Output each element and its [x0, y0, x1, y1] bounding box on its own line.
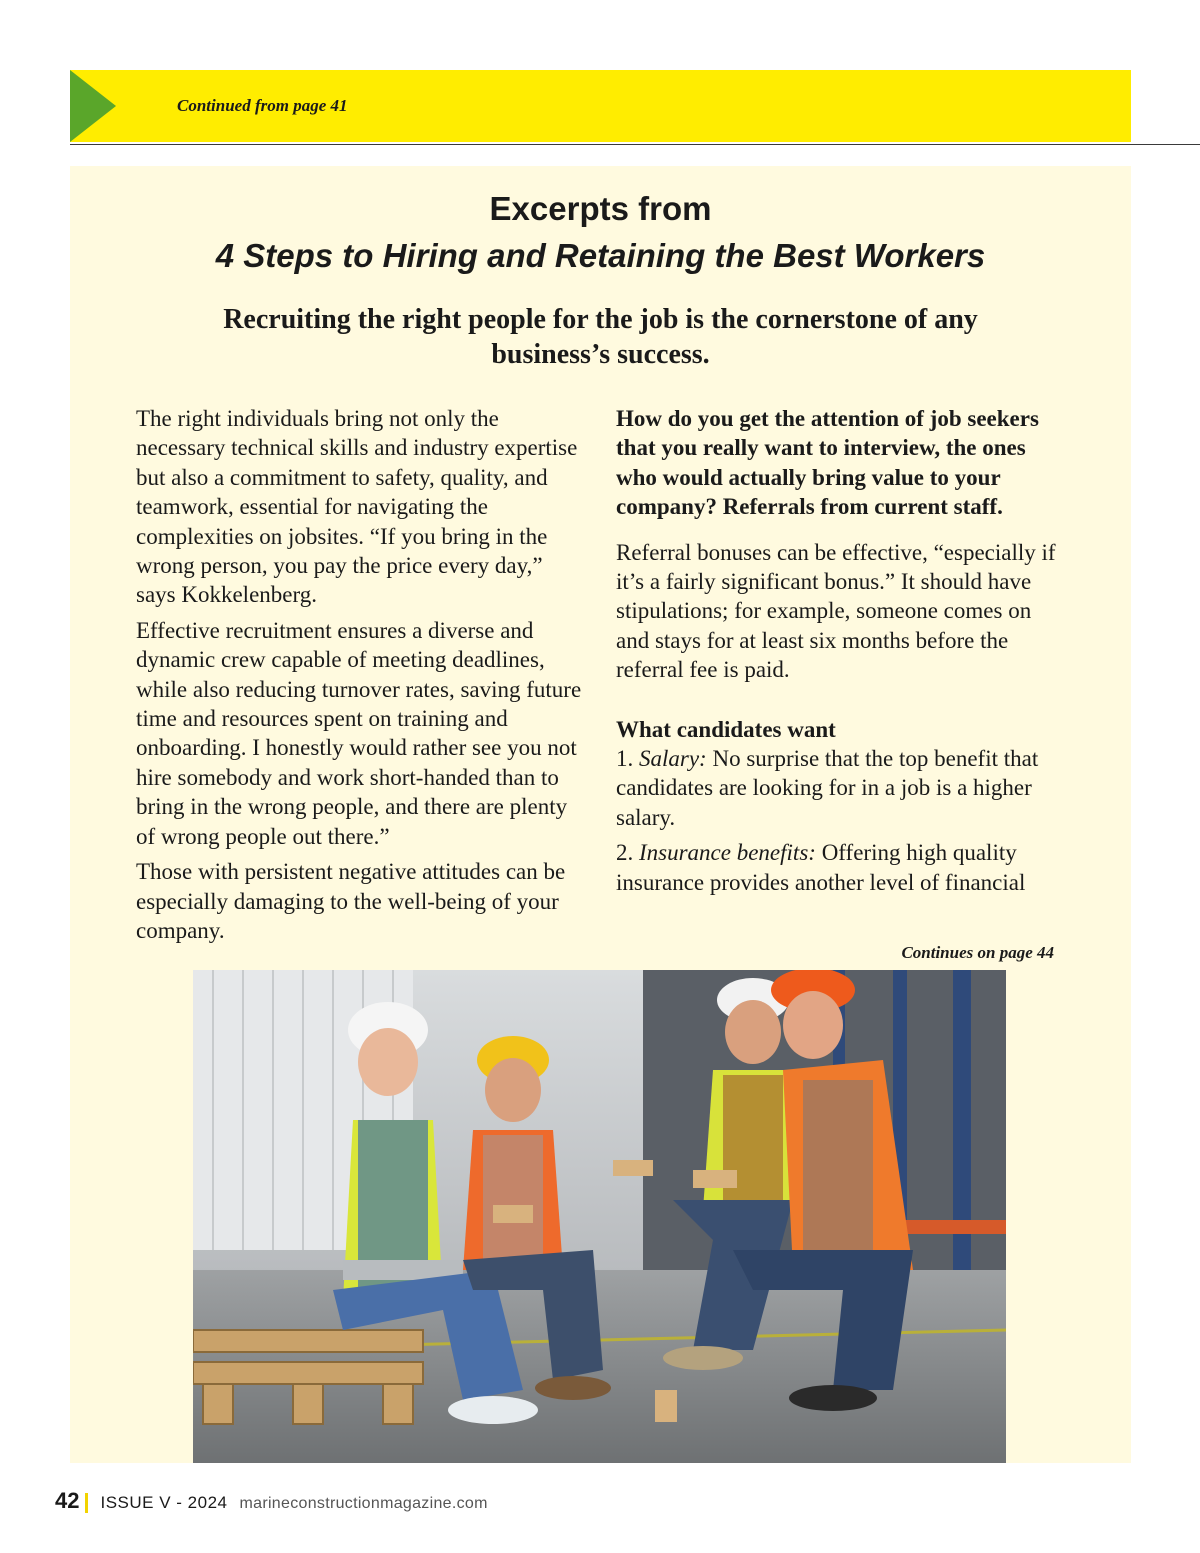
list-item-text: No surprise that the top benefit that candidates are looking for in a job is a higher salary.	[616, 746, 1039, 830]
list-item-number: 2.	[616, 840, 634, 866]
section-heading-candidates: What candidates want	[616, 716, 836, 742]
continued-from-note: Continued from page 41	[177, 96, 348, 115]
left-paragraph-1: The right individuals bring not only the necessary technical skills and industry expertise but also a commitment to safety, quality, and teamwork, essential for navigating the complexities on jobsites. “If you bring in the wrong person, you pay the price every day,” says Kokkelenberg.	[136, 406, 578, 608]
page-footer	[55, 1488, 488, 1518]
list-item-insurance	[616, 838, 1066, 897]
list-item-label: Insurance benefits:	[639, 840, 816, 866]
issue-label: ISSUE V - 2024	[100, 1493, 228, 1512]
list-item-label: Salary:	[639, 746, 707, 772]
photo-illustration	[193, 970, 1006, 1463]
page-number: 42	[55, 1488, 80, 1513]
green-arrow-icon	[70, 70, 116, 142]
banner-divider	[70, 144, 1200, 145]
footer-divider	[85, 1493, 88, 1513]
article-title-line1: Excerpts from	[489, 190, 712, 227]
left-paragraph-3: Those with persistent negative attitudes can be especially damaging to the well-being of your company.	[136, 859, 566, 943]
left-paragraph-2: Effective recruitment ensures a diverse and dynamic crew capable of meeting deadlines, while also reducing turnover rates, saving future time and resources spent on training and onboarding. I honestly would rather see you not hire somebody and work short-handed than to bring in the wrong people, and there are plenty of wrong people out there.”	[136, 617, 582, 849]
website-link[interactable]: marineconstructionmagazine.com	[239, 1495, 488, 1512]
list-item-salary	[616, 744, 1066, 832]
list-item-text: Offering high quality insurance provides another level of financial	[616, 840, 1026, 895]
right-column	[616, 404, 1066, 903]
article-subhead: Recruiting the right people for the job is the cornerstone of any business’s success.	[223, 304, 978, 370]
article-title-line2: 4 Steps to Hiring and Retaining the Best Workers	[215, 237, 986, 274]
referral-paragraph: Referral bonuses can be effective, “especially if it’s a fairly significant bonus.” It should have stipulations; for example, someone comes on and stays for at least six months before the referral fee is paid.	[616, 539, 1056, 683]
left-column	[136, 404, 582, 951]
workers-lunch-photo	[193, 970, 1006, 1463]
list-item-number: 1.	[616, 746, 634, 772]
right-lead-question: How do you get the attention of job seekers that you really want to interview, the ones who would actually bring value to your company? Referrals from current staff.	[616, 406, 1039, 520]
continues-on-note: Continues on page 44	[901, 943, 1054, 962]
continued-banner	[70, 70, 1131, 142]
